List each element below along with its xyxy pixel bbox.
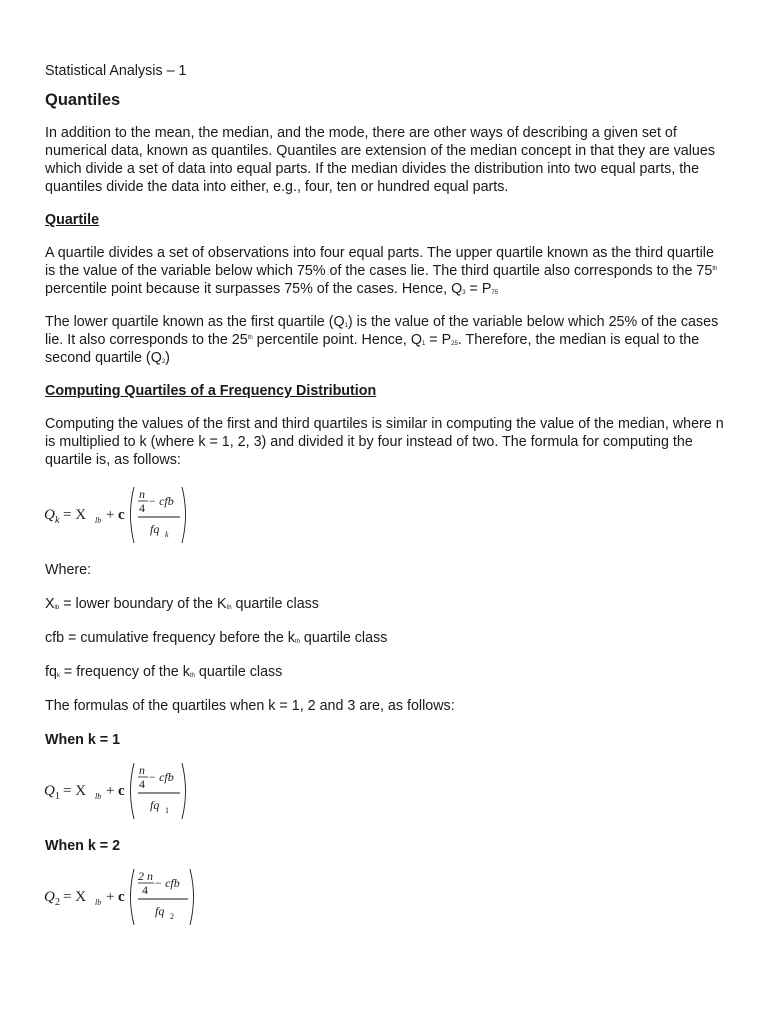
intro-paragraph: In addition to the mean, the median, and the mode, there are other ways of describing a given set of numerical data, known as quantiles. Quantiles are extension of the median concept in that they are values which divide a set of data into equal parts. If the median divides the distribution into two equal parts, the quantiles divide the data into either, e.g., four, ten or hundred equal parts. xyxy=(45,125,715,195)
upper-quartile-paragraph: A quartile divides a set of observations into four equal parts. The upper quartile known as the third quartile is the value of the variable below which 75% of the cases lie. The third quartile also corresponds to the 75th percentile point because it surpasses 75% of the cases. Hence, Q3 = P75 xyxy=(45,245,718,297)
svg-text:4: 4 xyxy=(142,883,148,897)
svg-text:1: 1 xyxy=(55,791,60,802)
svg-text:2 n: 2 n xyxy=(138,869,153,883)
svg-text:4: 4 xyxy=(139,777,145,791)
computing-quartiles-heading: Computing Quartiles of a Frequency Distribution xyxy=(45,383,377,399)
svg-text:2: 2 xyxy=(170,912,174,921)
svg-text:n: n xyxy=(139,487,145,501)
when-k2-heading: When k = 2 xyxy=(45,838,121,854)
svg-text:− cfb: − cfb xyxy=(148,494,174,508)
svg-text:4: 4 xyxy=(139,501,145,515)
first-quartile-formula xyxy=(44,759,725,823)
svg-text:= X: = X xyxy=(63,889,87,905)
quantiles-heading: Quantiles xyxy=(45,91,121,109)
document-title: Statistical Analysis – 1 xyxy=(45,63,187,79)
definition-xlb: Xlb = lower boundary of the Kth quartile class xyxy=(45,596,319,612)
svg-text:lb: lb xyxy=(95,898,102,907)
svg-text:fq: fq xyxy=(155,904,165,918)
svg-text:fq: fq xyxy=(150,798,160,812)
document-page xyxy=(45,62,725,943)
general-quartile-formula xyxy=(44,483,725,547)
svg-text:+: + xyxy=(106,507,115,523)
svg-text:2: 2 xyxy=(55,897,60,908)
svg-text:k: k xyxy=(165,530,169,539)
svg-text:= X: = X xyxy=(63,783,87,799)
where-label: Where: xyxy=(45,562,92,578)
svg-text:c: c xyxy=(118,889,125,905)
svg-text:k: k xyxy=(55,515,60,526)
svg-text:+: + xyxy=(106,783,115,799)
svg-text:− cfb: − cfb xyxy=(148,770,174,784)
svg-text:lb: lb xyxy=(95,516,102,525)
definition-cfb: cfb = cumulative frequency before the kth quartile class xyxy=(45,630,388,646)
lower-quartile-paragraph: The lower quartile known as the first quartile (Q1) is the value of the variable below which 25% of the cases lie. It also corresponds to the 25th percentile point. Hence, Q1 = P25. Therefore, the median is equal to the second quartile (Q2) xyxy=(45,314,719,366)
svg-text:fq: fq xyxy=(150,522,160,536)
svg-text:= X: = X xyxy=(63,507,87,523)
when-k1-heading: When k = 1 xyxy=(45,732,121,748)
formula-lhs: Q xyxy=(44,507,55,523)
svg-text:Q: Q xyxy=(44,889,55,905)
computing-paragraph: Computing the values of the first and third quartiles is similar in computing the value of the median, where n is multiplied to k (where k = 1, 2, 3) and divided it by four instead of two. The formula for computing the quartile is, as follows: xyxy=(45,416,724,468)
svg-text:1: 1 xyxy=(165,806,169,815)
svg-text:lb: lb xyxy=(95,792,102,801)
quartile-heading: Quartile xyxy=(45,212,100,228)
svg-text:Q: Q xyxy=(44,783,55,799)
svg-text:n: n xyxy=(139,763,145,777)
svg-text:c: c xyxy=(118,783,125,799)
svg-text:c: c xyxy=(118,507,125,523)
svg-text:− cfb: − cfb xyxy=(154,876,180,890)
formulas-intro: The formulas of the quartiles when k = 1, 2 and 3 are, as follows: xyxy=(45,698,455,714)
definition-fqk: fqk = frequency of the kth quartile class xyxy=(45,664,283,680)
svg-text:+: + xyxy=(106,889,115,905)
second-quartile-formula xyxy=(44,865,725,929)
